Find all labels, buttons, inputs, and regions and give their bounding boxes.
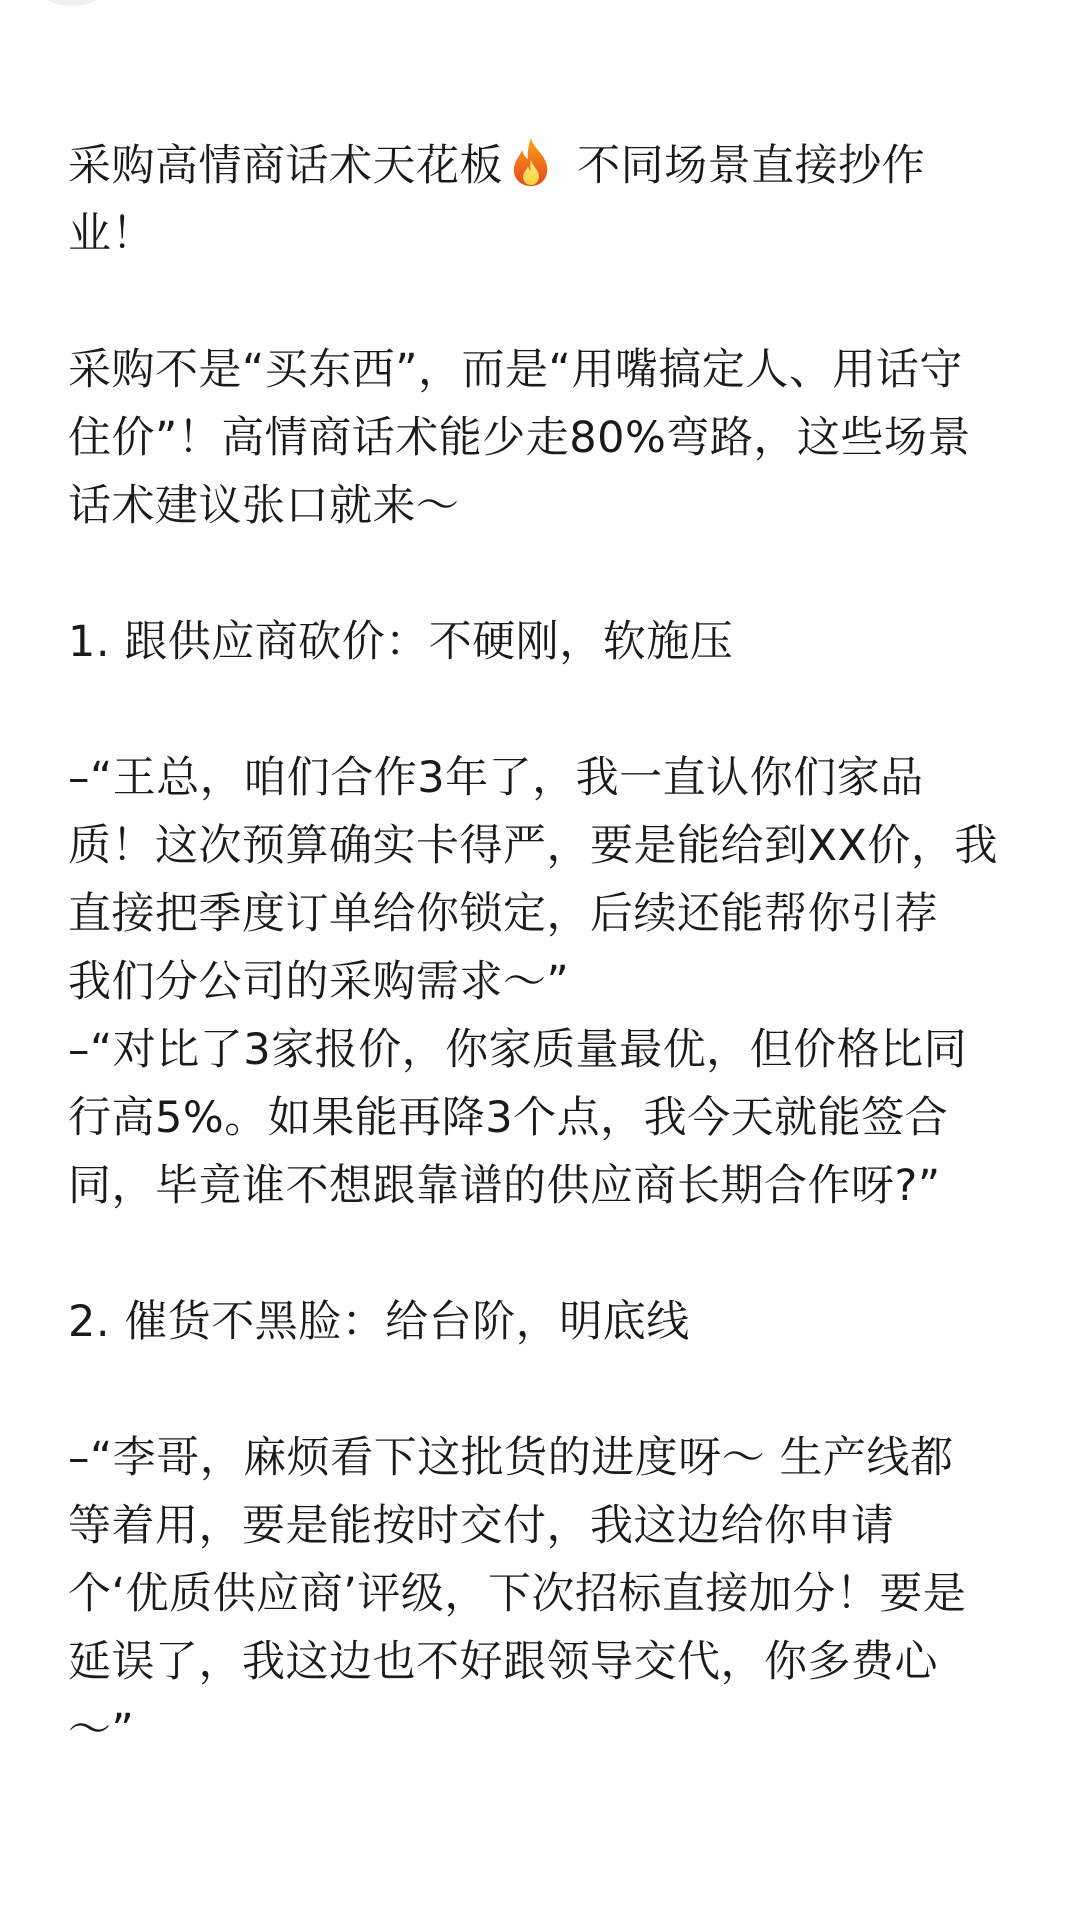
fire-icon [507,136,555,188]
intro-line: 住价”！高情商话术能少走80%弯路，这些场景 [68,413,971,463]
post-title-line-1 [68,132,1048,200]
intro-line: 采购不是“买东西”，而是“用嘴搞定人、用话守 [68,345,963,395]
section-1-quote-1-line: 我们分公司的采购需求～” [68,957,570,1007]
section-1-quote-1-line: –“王总，咱们合作3年了，我一直认你们家品 [68,753,924,803]
title-text-part-2: 不同场景直接抄作 [563,141,926,191]
section-1-quote-1-line: 质！这次预算确实卡得严，要是能给到XX价，我 [68,821,998,871]
post-content [68,132,1048,1764]
section-1-quote-2-line: 行高5%。如果能再降3个点，我今天就能签合 [68,1093,949,1143]
section-2-heading: 2. 催货不黑脸：给台阶，明底线 [68,1297,690,1347]
section-1-quote-2-line: –“对比了3家报价，你家质量最优，但价格比同 [68,1025,968,1075]
post-title-line-2: 业！ [68,209,155,259]
title-text-part-1: 采购高情商话术天花板 [68,141,503,191]
section-1-quote-1-line: 直接把季度订单给你锁定，后续还能帮你引荐 [68,889,938,939]
section-1-heading: 1. 跟供应商砍价：不硬刚，软施压 [68,617,734,667]
section-2-quote-1-line: ～” [68,1705,135,1755]
section-2-quote-1-line: 个‘优质供应商’评级，下次招标直接加分！要是 [68,1569,967,1619]
intro-line: 话术建议张口就来～ [68,481,460,531]
avatar-partial [40,0,104,6]
section-2-quote-1-line: –“李哥，麻烦看下这批货的进度呀～ 生产线都 [68,1433,954,1483]
section-2-quote-1-line: 延误了，我这边也不好跟领导交代，你多费心 [68,1637,938,1687]
section-2-quote-1-line: 等着用，要是能按时交付，我这边给你申请 [68,1501,895,1551]
section-1-quote-2-line: 同，毕竟谁不想跟靠谱的供应商长期合作呀?” [68,1161,941,1211]
